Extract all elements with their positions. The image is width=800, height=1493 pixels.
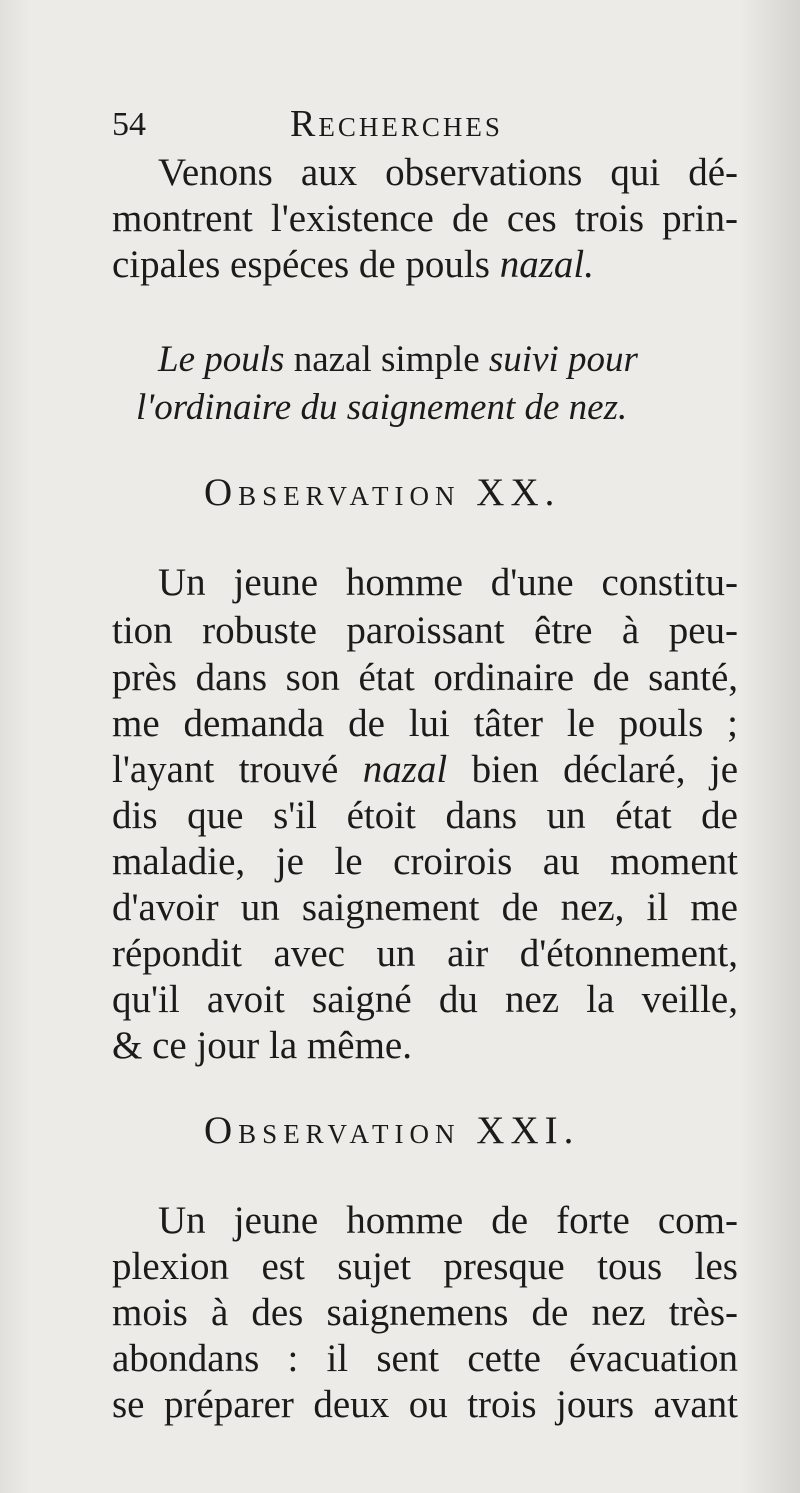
section-title-line-2: l'ordinaire du saignement de nez. xyxy=(136,387,628,428)
intro-line-1: Venons aux observations qui dé- xyxy=(158,151,738,194)
obs20-line-1: Un jeune homme d'une constitu- xyxy=(158,561,738,604)
obs21-line-3: mois à des saignemens de nez très- xyxy=(112,1291,738,1334)
observation-20-heading: Observation XX. xyxy=(204,471,561,514)
obs21-line-1: Un jeune homme de forte com- xyxy=(158,1199,738,1242)
obs20-line-7: maladie, je le croirois au moment xyxy=(112,840,738,883)
obs21-line-5: se préparer deux ou trois jours avant xyxy=(112,1383,738,1426)
obs20-line-2: tion robuste paroissant être à peu- xyxy=(112,609,738,652)
section-title-line-1: Le pouls nazal simple suivi pour xyxy=(158,339,638,380)
obs20-line-3: près dans son état ordinaire de santé, xyxy=(112,656,738,699)
obs20-line-10: qu'il avoit saigné du nez la veille, xyxy=(112,978,738,1021)
obs20-line-5: l'ayant trouvé nazal bien déclaré, je xyxy=(112,748,739,791)
obs20-line-6: dis que s'il étoit dans un état de xyxy=(112,794,738,837)
page-number: 54 xyxy=(112,106,146,143)
intro-line-3: cipales espéces de pouls nazal. xyxy=(112,243,594,286)
obs20-line-9: répondit avec un air d'étonnement, xyxy=(112,932,738,975)
obs21-line-4: abondans : il sent cette évacuation xyxy=(112,1337,738,1380)
obs21-line-2: plexion est sujet presque tous les xyxy=(112,1245,738,1288)
intro-line-2: montrent l'existence de ces trois prin- xyxy=(112,197,738,240)
running-title: Recherches xyxy=(290,103,503,145)
obs20-line-4: me demanda de lui tâter le pouls ; xyxy=(112,702,738,745)
obs20-line-8: d'avoir un saignement de nez, il me xyxy=(112,886,738,929)
observation-21-heading: Observation XXI. xyxy=(204,1109,580,1152)
obs20-line-11: & ce jour la même. xyxy=(112,1024,412,1067)
